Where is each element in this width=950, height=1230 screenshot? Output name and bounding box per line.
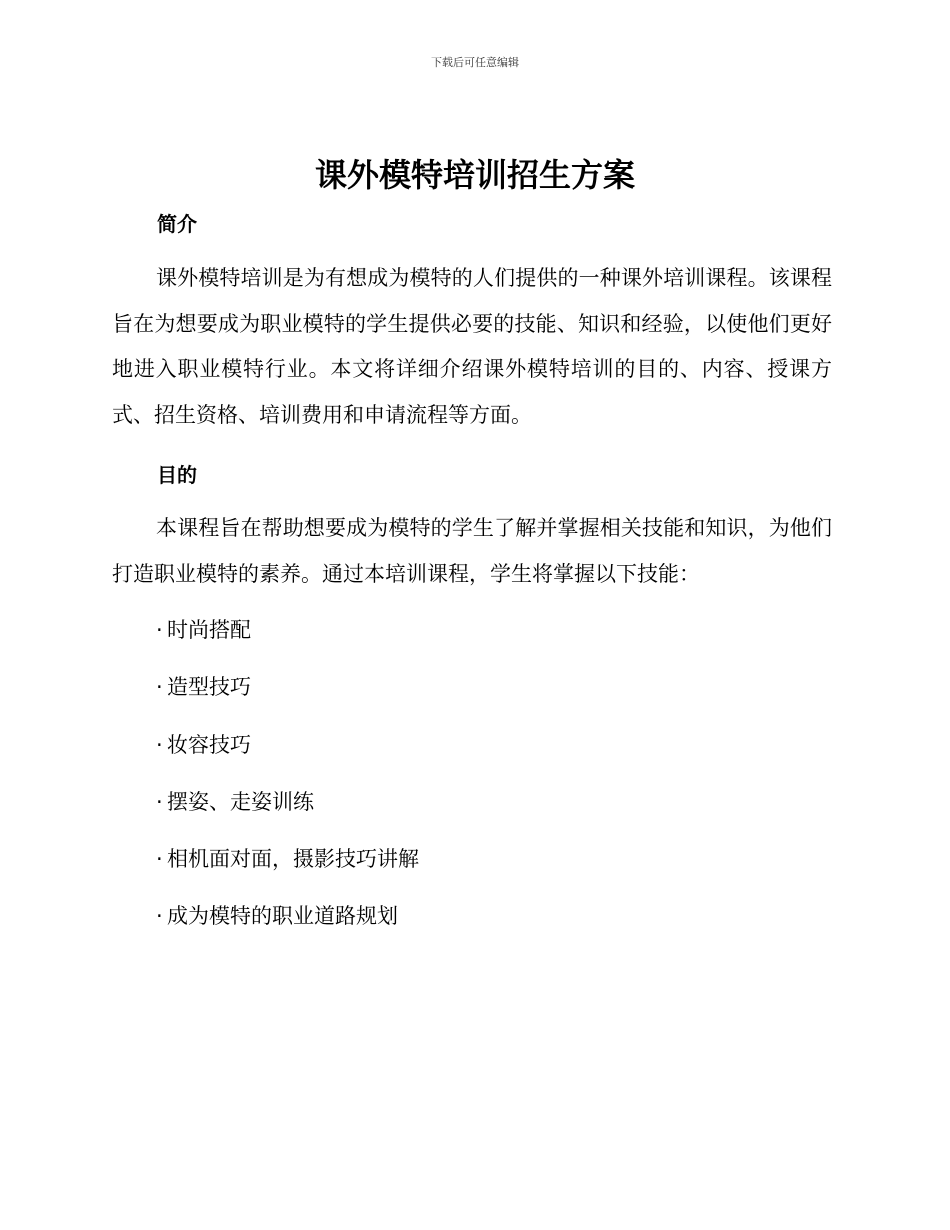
list-item	[156, 898, 419, 955]
section-heading-intro: 简介	[157, 212, 197, 236]
skill-label: 摆姿、走姿训练	[167, 789, 314, 814]
list-item	[156, 669, 419, 726]
list-item	[156, 784, 419, 841]
purpose-paragraph: 本课程旨在帮助想要成为模特的学生了解并掌握相关技能和知识，为他们打造职业模特的素养。通过本培训课程，学生将掌握以下技能：	[112, 516, 832, 586]
bullet-icon: ·	[156, 618, 163, 642]
document-title: 课外模特培训招生方案	[314, 156, 635, 194]
skill-label: 妆容技巧	[167, 732, 251, 757]
bullet-icon: ·	[156, 904, 163, 929]
list-item	[156, 841, 419, 898]
intro-paragraph: 课外模特培训是为有想成为模特的人们提供的一种课外培训课程。该课程旨在为想要成为职业模特的学生提供必要的技能、知识和经验，以使他们更好地进入职业模特行业。本文将详细介绍课外模特培训的目的、内容、授课方式、招生资格、培训费用和申请流程等方面。	[112, 266, 832, 427]
bullet-icon: ·	[156, 675, 163, 700]
bullet-icon: ·	[156, 847, 163, 872]
header-note: 下载后可任意编辑	[431, 56, 519, 69]
skill-label: 时尚搭配	[167, 618, 251, 642]
bullet-icon: ·	[156, 789, 163, 814]
skill-label: 造型技巧	[167, 675, 251, 700]
skill-label: 相机面对面，摄影技巧讲解	[167, 847, 419, 872]
skill-label: 成为模特的职业道路规划	[167, 904, 398, 929]
list-item	[156, 727, 419, 784]
list-item	[156, 612, 419, 669]
skills-list	[156, 612, 419, 956]
section-heading-purpose: 目的	[157, 463, 197, 487]
bullet-icon: ·	[156, 732, 163, 757]
